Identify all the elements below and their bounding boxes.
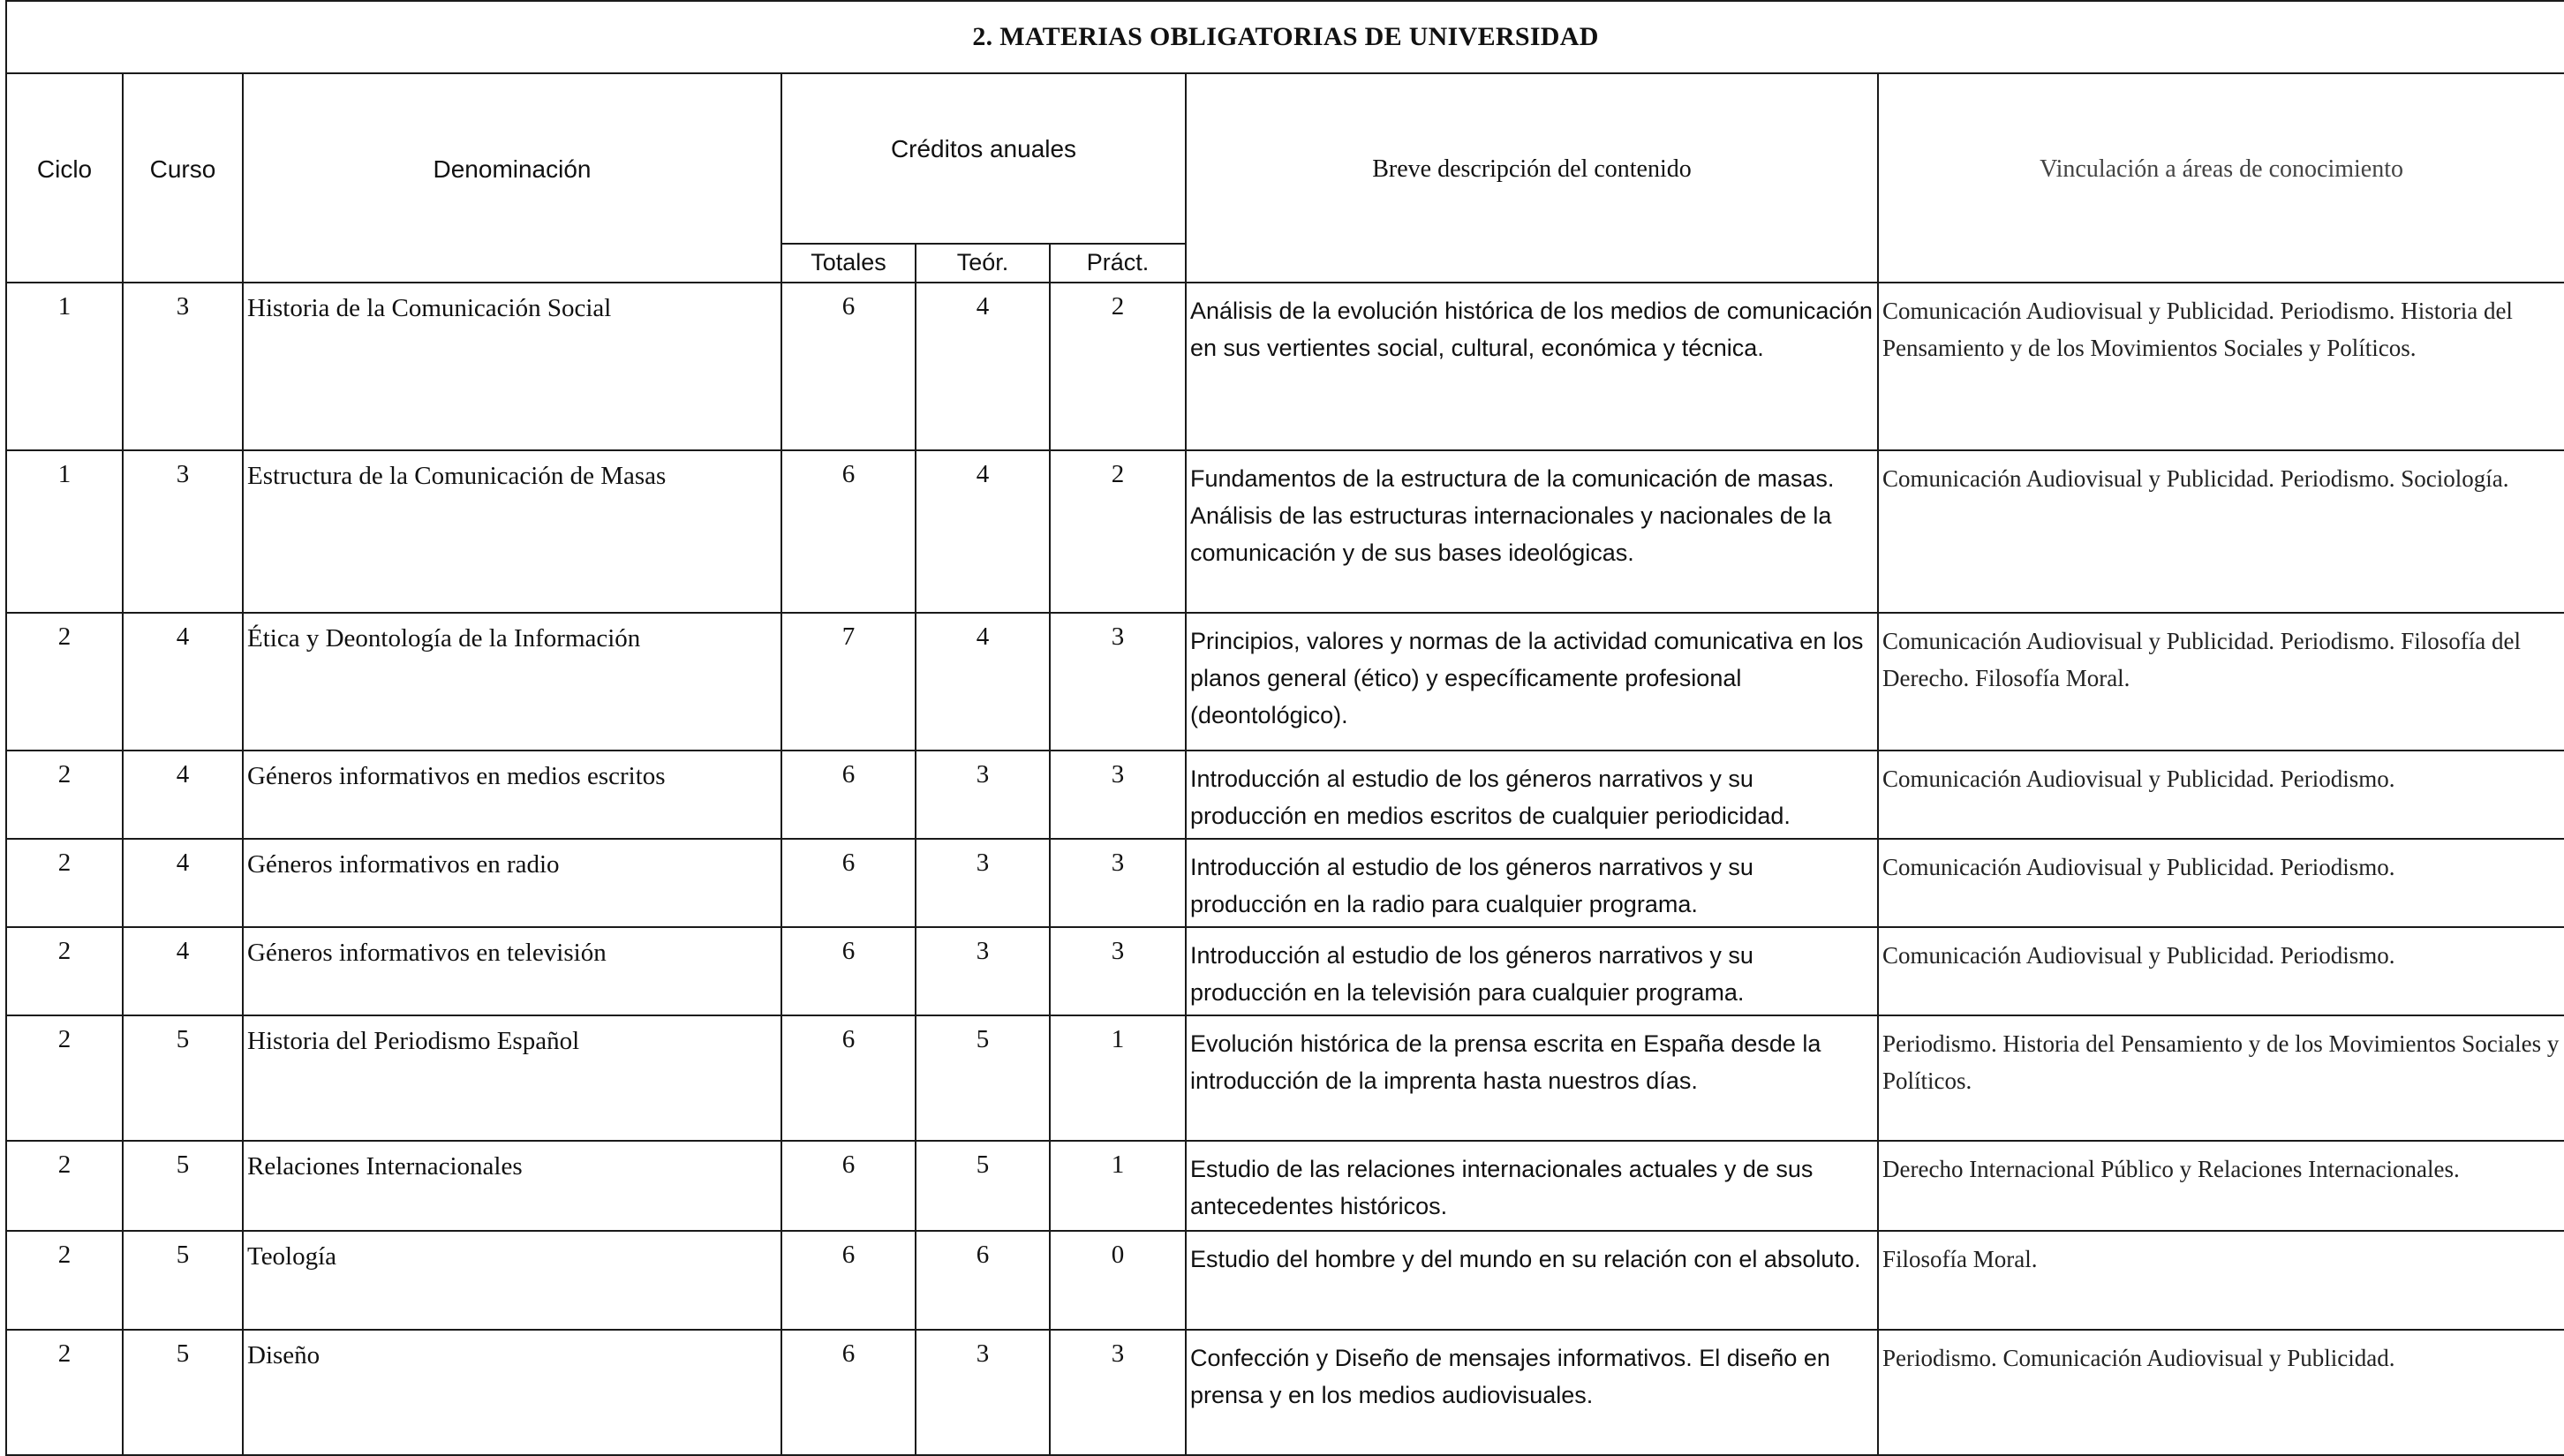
cell-curso: 5 (123, 1015, 243, 1141)
cell-denominacion: Géneros informativos en radio (243, 839, 781, 927)
cell-teor: 3 (916, 751, 1050, 839)
header-descripcion: Breve descripción del contenido (1186, 73, 1878, 283)
cell-vinculacion: Periodismo. Historia del Pensamiento y de los Movimientos Sociales y Políticos. (1878, 1015, 2564, 1141)
cell-denominacion: Historia del Periodismo Español (243, 1015, 781, 1141)
header-curso: Curso (123, 73, 243, 283)
cell-ciclo: 2 (6, 751, 123, 839)
cell-totales: 6 (781, 1141, 916, 1231)
cell-totales: 6 (781, 1330, 916, 1455)
cell-totales: 6 (781, 927, 916, 1015)
cell-teor: 6 (916, 1231, 1050, 1330)
cell-ciclo: 1 (6, 283, 123, 450)
cell-descripcion: Fundamentos de la estructura de la comunicación de masas. Análisis de las estructuras internacionales y nacionales de la comunicación y de sus bases ideológicas. (1186, 450, 1878, 613)
cell-ciclo: 1 (6, 450, 123, 613)
cell-teor: 3 (916, 1330, 1050, 1455)
cell-teor: 4 (916, 613, 1050, 751)
cell-teor: 4 (916, 283, 1050, 450)
cell-descripcion: Confección y Diseño de mensajes informativos. El diseño en prensa y en los medios audiovisuales. (1186, 1330, 1878, 1455)
cell-curso: 3 (123, 283, 243, 450)
cell-teor: 3 (916, 839, 1050, 927)
table-body (6, 283, 2564, 1455)
cell-vinculacion: Comunicación Audiovisual y Publicidad. Periodismo. (1878, 839, 2564, 927)
cell-totales: 7 (781, 613, 916, 751)
table-title: 2. MATERIAS OBLIGATORIAS DE UNIVERSIDAD (6, 1, 2564, 73)
header-denominacion: Denominación (243, 73, 781, 283)
cell-ciclo: 2 (6, 613, 123, 751)
header-creditos-anuales: Créditos anuales (781, 73, 1186, 244)
cell-denominacion: Historia de la Comunicación Social (243, 283, 781, 450)
table-row (6, 927, 2564, 1015)
cell-denominacion: Teología (243, 1231, 781, 1330)
table-row (6, 283, 2564, 450)
cell-descripcion: Evolución histórica de la prensa escrita en España desde la introducción de la imprenta hasta nuestros días. (1186, 1015, 1878, 1141)
cell-curso: 3 (123, 450, 243, 613)
table-row (6, 1015, 2564, 1141)
cell-vinculacion: Comunicación Audiovisual y Publicidad. Periodismo. Historia del Pensamiento y de los Movimientos Sociales y Políticos. (1878, 283, 2564, 450)
cell-ciclo: 2 (6, 839, 123, 927)
cell-ciclo: 2 (6, 927, 123, 1015)
cell-pract: 1 (1050, 1015, 1186, 1141)
table-row (6, 839, 2564, 927)
cell-teor: 5 (916, 1141, 1050, 1231)
cell-denominacion: Ética y Deontología de la Información (243, 613, 781, 751)
cell-descripcion: Análisis de la evolución histórica de los medios de comunicación en sus vertientes social, cultural, económica y técnica. (1186, 283, 1878, 450)
cell-vinculacion: Comunicación Audiovisual y Publicidad. Periodismo. Sociología. (1878, 450, 2564, 613)
cell-curso: 5 (123, 1141, 243, 1231)
header-totales: Totales (781, 244, 916, 283)
cell-pract: 2 (1050, 450, 1186, 613)
header-ciclo: Ciclo (6, 73, 123, 283)
table-row (6, 1141, 2564, 1231)
cell-totales: 6 (781, 1231, 916, 1330)
cell-pract: 0 (1050, 1231, 1186, 1330)
cell-descripcion: Principios, valores y normas de la actividad comunicativa en los planos general (ético) y específicamente profesional (deontológico). (1186, 613, 1878, 751)
cell-descripcion: Estudio de las relaciones internacionales actuales y de sus antecedentes históricos. (1186, 1141, 1878, 1231)
header-teor: Teór. (916, 244, 1050, 283)
cell-denominacion: Estructura de la Comunicación de Masas (243, 450, 781, 613)
materias-table (5, 0, 2564, 1456)
cell-ciclo: 2 (6, 1141, 123, 1231)
cell-curso: 4 (123, 751, 243, 839)
cell-curso: 4 (123, 927, 243, 1015)
cell-denominacion: Relaciones Internacionales (243, 1141, 781, 1231)
cell-totales: 6 (781, 1015, 916, 1141)
cell-teor: 4 (916, 450, 1050, 613)
cell-vinculacion: Filosofía Moral. (1878, 1231, 2564, 1330)
cell-totales: 6 (781, 283, 916, 450)
cell-curso: 4 (123, 839, 243, 927)
cell-denominacion: Diseño (243, 1330, 781, 1455)
cell-pract: 1 (1050, 1141, 1186, 1231)
cell-vinculacion: Comunicación Audiovisual y Publicidad. Periodismo. (1878, 751, 2564, 839)
table-row (6, 1330, 2564, 1455)
cell-vinculacion: Derecho Internacional Público y Relaciones Internacionales. (1878, 1141, 2564, 1231)
cell-descripcion: Introducción al estudio de los géneros narrativos y su producción en la radio para cualquier programa. (1186, 839, 1878, 927)
cell-teor: 3 (916, 927, 1050, 1015)
cell-ciclo: 2 (6, 1330, 123, 1455)
cell-totales: 6 (781, 751, 916, 839)
cell-ciclo: 2 (6, 1015, 123, 1141)
cell-curso: 5 (123, 1231, 243, 1330)
cell-pract: 3 (1050, 1330, 1186, 1455)
cell-ciclo: 2 (6, 1231, 123, 1330)
header-pract: Práct. (1050, 244, 1186, 283)
cell-descripcion: Introducción al estudio de los géneros narrativos y su producción en medios escritos de cualquier periodicidad. (1186, 751, 1878, 839)
cell-pract: 3 (1050, 613, 1186, 751)
table-row (6, 450, 2564, 613)
materias-table-wrapper (5, 0, 2564, 1456)
cell-totales: 6 (781, 450, 916, 613)
cell-denominacion: Géneros informativos en medios escritos (243, 751, 781, 839)
cell-pract: 3 (1050, 751, 1186, 839)
cell-pract: 2 (1050, 283, 1186, 450)
cell-pract: 3 (1050, 927, 1186, 1015)
cell-vinculacion: Periodismo. Comunicación Audiovisual y Publicidad. (1878, 1330, 2564, 1455)
cell-vinculacion: Comunicación Audiovisual y Publicidad. Periodismo. (1878, 927, 2564, 1015)
cell-vinculacion: Comunicación Audiovisual y Publicidad. Periodismo. Filosofía del Derecho. Filosofía Moral. (1878, 613, 2564, 751)
cell-curso: 4 (123, 613, 243, 751)
table-row (6, 1231, 2564, 1330)
cell-denominacion: Géneros informativos en televisión (243, 927, 781, 1015)
cell-pract: 3 (1050, 839, 1186, 927)
cell-teor: 5 (916, 1015, 1050, 1141)
cell-descripcion: Introducción al estudio de los géneros narrativos y su producción en la televisión para cualquier programa. (1186, 927, 1878, 1015)
cell-descripcion: Estudio del hombre y del mundo en su relación con el absoluto. (1186, 1231, 1878, 1330)
table-row (6, 751, 2564, 839)
header-vinculacion: Vinculación a áreas de conocimiento (1878, 73, 2564, 283)
cell-curso: 5 (123, 1330, 243, 1455)
cell-totales: 6 (781, 839, 916, 927)
table-row (6, 613, 2564, 751)
